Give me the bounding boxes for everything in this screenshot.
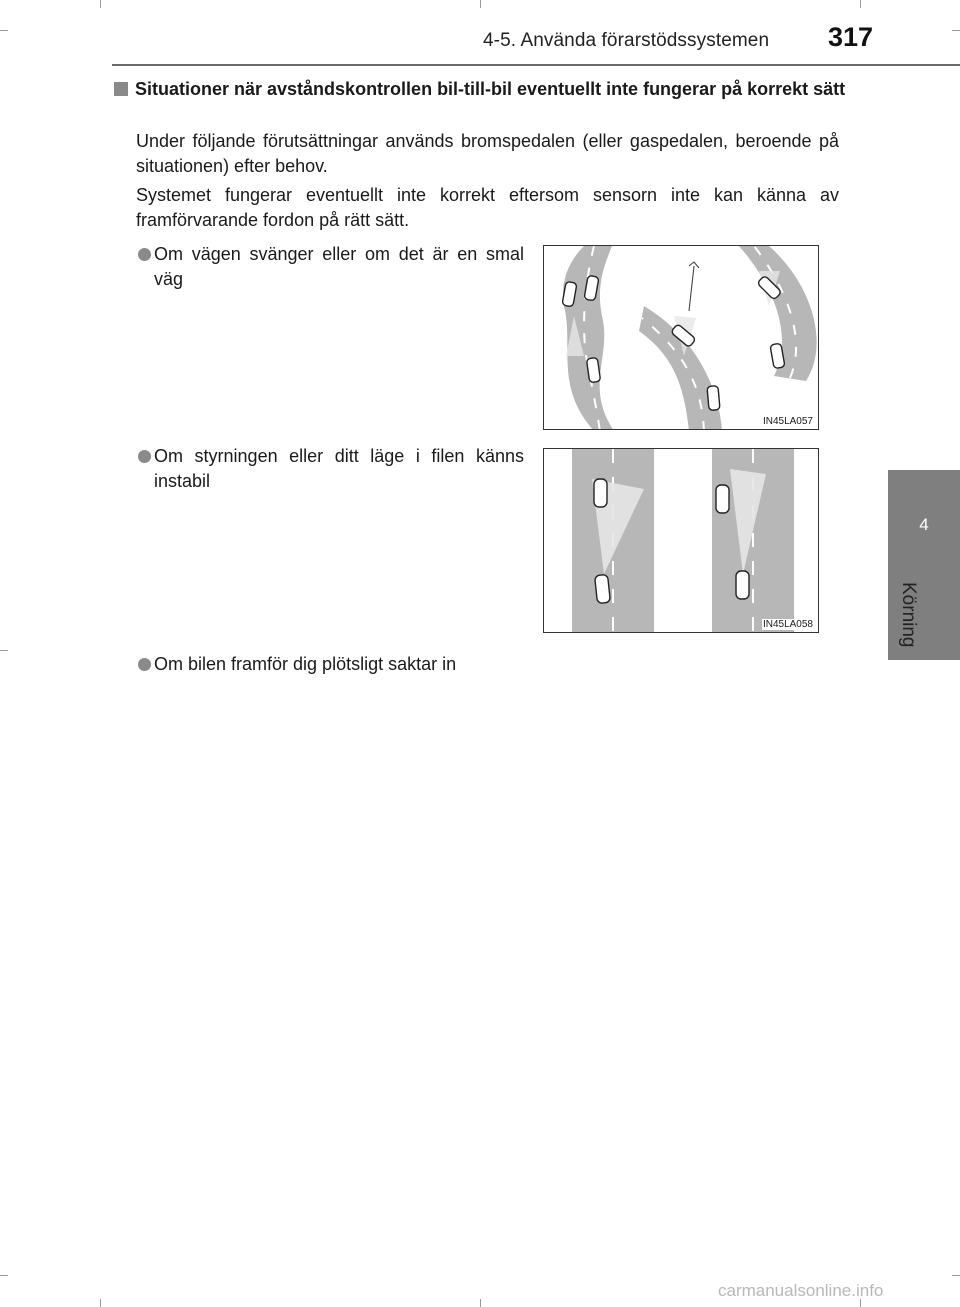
bullet-item (136, 242, 524, 292)
watermark: carmanualsonline.info (718, 1281, 884, 1300)
crop-mark (952, 30, 960, 31)
paragraph: Systemet fungerar eventuellt inte korrekt eftersom sensorn inte kan känna av framförvarande fordon på rätt sätt. (136, 185, 839, 230)
paragraph: Under följande förutsättningar används bromspedalen (eller gaspedalen, beroende på situationen) efter behov. (136, 131, 839, 176)
crop-mark (0, 1275, 8, 1276)
figure-code: IN45LA058 (762, 619, 813, 630)
page-number: 317 (828, 22, 874, 52)
section-title: 4-5. Använda förarstödssystemen (483, 30, 770, 51)
crop-mark (860, 0, 861, 8)
straight-road-cars-icon (544, 449, 819, 633)
bullet-item (136, 444, 524, 494)
curved-road-cars-icon (544, 246, 819, 430)
crop-mark (480, 1299, 481, 1307)
bullet-dot-icon (138, 248, 151, 261)
crop-mark (480, 0, 481, 8)
crop-mark (0, 650, 8, 651)
bullet-item (136, 652, 524, 677)
crop-mark (100, 0, 101, 8)
crop-mark (0, 30, 8, 31)
figure-code: IN45LA057 (762, 416, 813, 427)
bullet-text: Om bilen framför dig plötsligt saktar in (154, 654, 457, 674)
chapter-number: 4 (919, 515, 929, 534)
figure-curved-road (543, 245, 819, 430)
bullet-text: Om vägen svänger eller om det är en smal väg (154, 244, 524, 289)
crop-mark (100, 1299, 101, 1307)
figure-straight-road (543, 448, 819, 633)
bullet-dot-icon (138, 450, 151, 463)
crop-mark (952, 1275, 960, 1276)
header-divider (112, 64, 960, 66)
section-heading (112, 77, 847, 101)
chapter-label: Körning (898, 582, 919, 648)
bullet-text: Om styrningen eller ditt läge i filen känns instabil (154, 446, 524, 491)
heading-text: Situationer när avståndskontrollen bil-till-bil eventuellt inte fungerar på korrekt sätt (135, 79, 846, 99)
bullet-dot-icon (138, 658, 151, 671)
